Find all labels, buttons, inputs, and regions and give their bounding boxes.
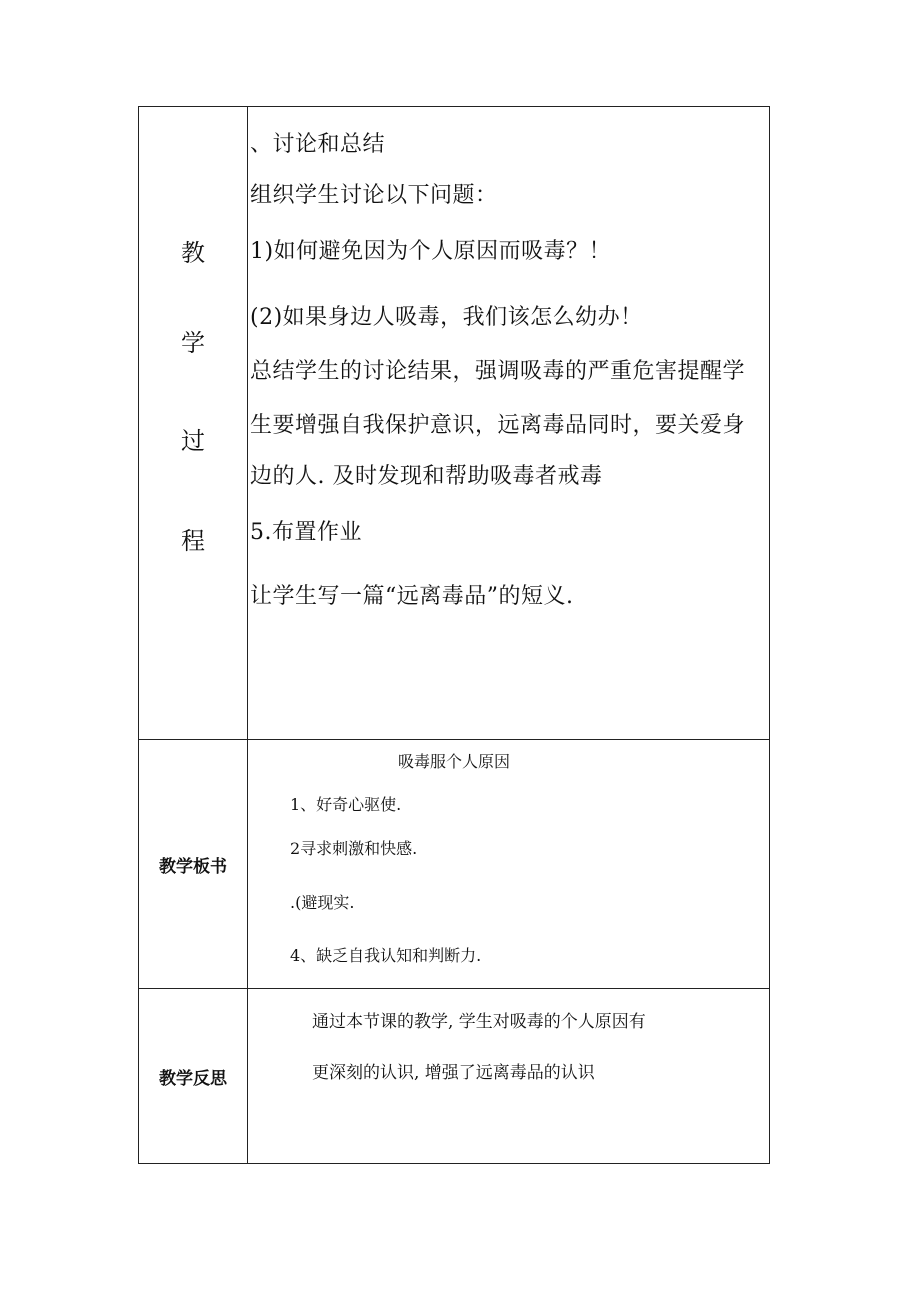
lesson-plan-table [138, 106, 770, 1164]
section-heading: 、讨论和总结 [250, 132, 386, 157]
paragraph-line: 总结学生的讨论结果，强调吸毒的严重危害提醒学 [250, 359, 746, 384]
list-item: 1、好奇心驱使. [290, 795, 402, 814]
list-item: .(避现实. [290, 893, 355, 912]
list-item: 2寻求刺激和快感. [290, 839, 418, 858]
list-item: 4、缺乏自我认知和判断力. [290, 946, 482, 965]
paragraph-line: 组织学生讨论以下问题： [250, 183, 498, 208]
blackboard-label: 教学板书 [159, 857, 227, 877]
reflection-content [248, 989, 769, 1163]
label-char: 教 [181, 239, 205, 267]
reflection-label: 教学反思 [159, 1069, 227, 1089]
label-char: 学 [181, 329, 205, 357]
blackboard-row [139, 739, 769, 988]
label-char: 过 [181, 427, 205, 455]
paragraph-line: 边的人. 及时发现和帮助吸毒者戒毒 [250, 464, 603, 489]
teaching-process-row [139, 107, 769, 739]
paragraph-line: 让学生写一篇“远离毒品”的短义. [250, 584, 574, 609]
question-line: 1)如何避免因为个人原因而吸毒？！ [250, 239, 612, 264]
blackboard-title: 吸毒服个人原因 [398, 752, 511, 771]
reflection-line: 通过本节课的教学, 学生对吸毒的个人原因有 [312, 1012, 646, 1032]
section-heading: 5.布置作业 [250, 520, 362, 545]
reflection-line: 更深刻的认识, 增强了远离毒品的认识 [312, 1063, 595, 1083]
blackboard-content [248, 740, 769, 988]
label-char: 程 [181, 527, 205, 555]
paragraph-line: 生要增强自我保护意识，远离毒品同时，要关爱身 [250, 413, 746, 438]
teaching-process-content [248, 107, 769, 739]
reflection-row [139, 988, 769, 1163]
question-line: (2)如果身边人吸毒，我们该怎么幼办！ [250, 305, 643, 330]
teaching-process-label [139, 107, 247, 739]
